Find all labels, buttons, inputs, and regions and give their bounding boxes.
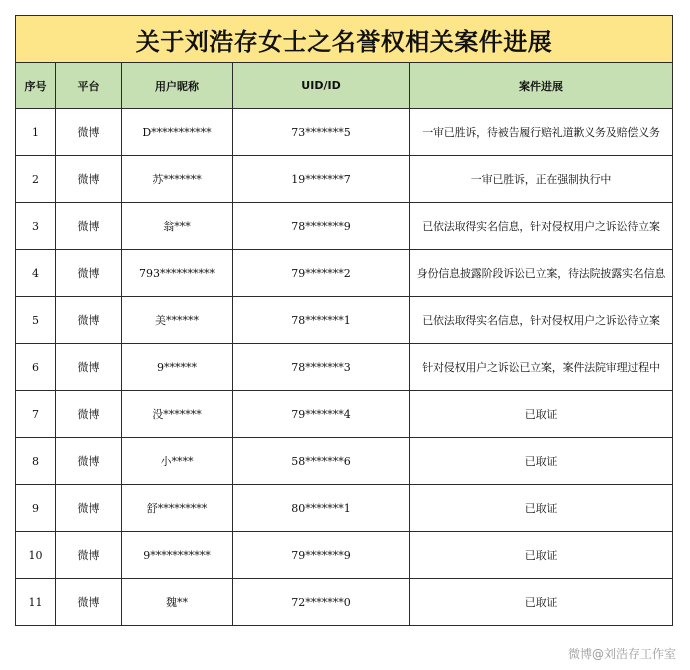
cell-uid: 73*******5	[233, 109, 410, 156]
cell-nickname: 苏*******	[122, 156, 233, 203]
cell-progress: 已取证	[410, 532, 673, 579]
cell-platform: 微博	[56, 391, 122, 438]
cell-platform: 微博	[56, 156, 122, 203]
cell-progress: 已依法取得实名信息，针对侵权用户之诉讼待立案	[410, 297, 673, 344]
cell-index: 9	[16, 485, 56, 532]
cell-uid: 79*******9	[233, 532, 410, 579]
case-progress-sheet	[15, 15, 672, 633]
cell-progress: 针对侵权用户之诉讼已立案，案件法院审理过程中	[410, 344, 673, 391]
cell-progress: 身份信息披露阶段诉讼已立案，待法院披露实名信息	[410, 250, 673, 297]
table-row	[16, 579, 673, 626]
cell-uid: 72*******0	[233, 579, 410, 626]
cell-uid: 78*******3	[233, 344, 410, 391]
case-table	[15, 15, 673, 626]
table-row	[16, 250, 673, 297]
header-row	[16, 63, 673, 109]
cell-index: 1	[16, 109, 56, 156]
table-row	[16, 485, 673, 532]
table-row	[16, 297, 673, 344]
cell-uid: 19*******7	[233, 156, 410, 203]
cell-nickname: 小****	[122, 438, 233, 485]
cell-nickname: 793**********	[122, 250, 233, 297]
cell-index: 4	[16, 250, 56, 297]
cell-progress: 已取证	[410, 485, 673, 532]
table-title: 关于刘浩存女士之名誉权相关案件进展	[16, 16, 673, 63]
cell-uid: 79*******2	[233, 250, 410, 297]
cell-platform: 微博	[56, 297, 122, 344]
cell-uid: 58*******6	[233, 438, 410, 485]
cell-index: 2	[16, 156, 56, 203]
cell-nickname: 翁***	[122, 203, 233, 250]
header-index: 序号	[16, 63, 56, 109]
cell-index: 8	[16, 438, 56, 485]
cell-nickname: 没*******	[122, 391, 233, 438]
cell-uid: 80*******1	[233, 485, 410, 532]
cell-uid: 79*******4	[233, 391, 410, 438]
cell-index: 3	[16, 203, 56, 250]
cell-progress: 已取证	[410, 438, 673, 485]
table-row	[16, 156, 673, 203]
cell-progress: 已取证	[410, 579, 673, 626]
cell-nickname: 9***********	[122, 532, 233, 579]
cell-uid: 78*******1	[233, 297, 410, 344]
watermark: 微博@刘浩存工作室	[567, 647, 676, 661]
cell-index: 10	[16, 532, 56, 579]
cell-platform: 微博	[56, 532, 122, 579]
header-uid: UID/ID	[233, 63, 410, 109]
cell-platform: 微博	[56, 344, 122, 391]
table-row	[16, 203, 673, 250]
cell-nickname: 舒*********	[122, 485, 233, 532]
table-row	[16, 438, 673, 485]
cell-nickname: 魏**	[122, 579, 233, 626]
cell-progress: 一审已胜诉，正在强制执行中	[410, 156, 673, 203]
table-body	[16, 109, 673, 626]
table-row	[16, 532, 673, 579]
cell-progress: 已依法取得实名信息，针对侵权用户之诉讼待立案	[410, 203, 673, 250]
header-platform: 平台	[56, 63, 122, 109]
cell-platform: 微博	[56, 438, 122, 485]
cell-index: 11	[16, 579, 56, 626]
cell-index: 7	[16, 391, 56, 438]
cell-platform: 微博	[56, 485, 122, 532]
cell-uid: 78*******9	[233, 203, 410, 250]
table-row	[16, 109, 673, 156]
cell-progress: 一审已胜诉，待被告履行赔礼道歉义务及赔偿义务	[410, 109, 673, 156]
cell-nickname: 美******	[122, 297, 233, 344]
cell-progress: 已取证	[410, 391, 673, 438]
table-row	[16, 344, 673, 391]
cell-platform: 微博	[56, 203, 122, 250]
header-progress: 案件进展	[410, 63, 673, 109]
cell-platform: 微博	[56, 109, 122, 156]
table-row	[16, 391, 673, 438]
header-nickname: 用户昵称	[122, 63, 233, 109]
cell-index: 5	[16, 297, 56, 344]
cell-nickname: D***********	[122, 109, 233, 156]
cell-index: 6	[16, 344, 56, 391]
cell-platform: 微博	[56, 579, 122, 626]
cell-platform: 微博	[56, 250, 122, 297]
cell-nickname: 9******	[122, 344, 233, 391]
